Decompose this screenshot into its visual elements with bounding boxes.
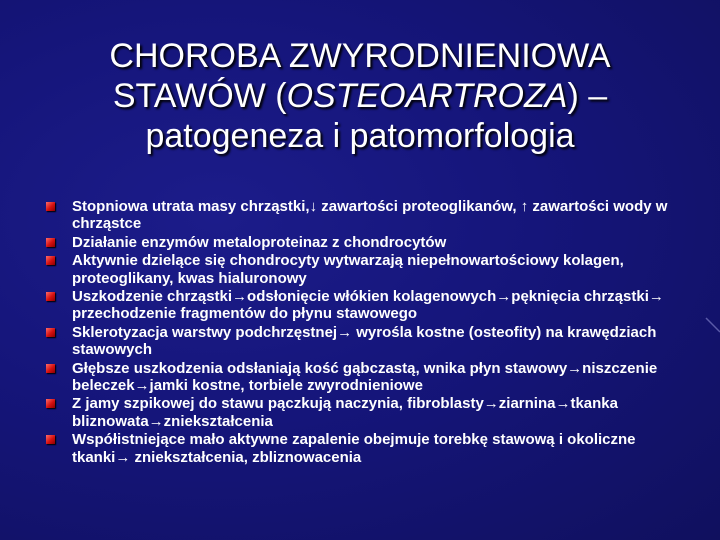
bullet-text: Z jamy szpikowej do stawu pączkują naczynia, fibroblasty→ziarnina→tkanka bliznowata→zniekształcenia <box>72 395 618 430</box>
square-bullet-icon <box>46 364 55 373</box>
bullet-text: Głębsze uszkodzenia odsłaniają kość gąbczastą, wnika płyn stawowy→niszczenie beleczek→jamki kostne, torbiele zwyrodnieniowe <box>72 359 658 395</box>
bullet-item <box>42 288 672 323</box>
bullet-item <box>42 234 672 251</box>
bullet-item <box>42 324 672 359</box>
bullet-text: Współistniejące mało aktywne zapalenie obejmuje torebkę stawową i okoliczne tkanki→ zniekształcenia, zbliznowacenia <box>72 431 636 466</box>
title-line-2-italic: OSTEOARTROZA <box>286 77 568 115</box>
square-bullet-icon <box>46 238 55 247</box>
bullet-list <box>42 198 672 467</box>
square-bullet-icon <box>46 202 55 211</box>
slide-title <box>40 36 680 156</box>
bullet-item <box>42 360 672 395</box>
bullet-item <box>42 431 672 466</box>
bullet-text: Aktywnie dzielące się chondrocyty wytwarzają niepełnowartościowy kolagen, proteoglikany, kwas hialuronowy <box>72 252 624 287</box>
title-line-3: patogeneza i patomorfologia <box>145 117 575 155</box>
title-line-2-suffix: ) – <box>567 77 608 115</box>
square-bullet-icon <box>46 328 55 337</box>
square-bullet-icon <box>46 399 55 408</box>
square-bullet-icon <box>46 256 55 265</box>
title-line-1: CHOROBA ZWYRODNIENIOWA <box>109 37 611 75</box>
bullet-item <box>42 395 672 430</box>
title-line-2-prefix: STAWÓW ( <box>112 77 287 115</box>
bullet-item <box>42 198 672 233</box>
title-line-2 <box>40 76 680 116</box>
bullet-text: Uszkodzenie chrząstki→odsłonięcie włókien kolagenowych→pęknięcia chrząstki→ przechodzenie fragmentów do płynu stawowego <box>72 288 664 323</box>
square-bullet-icon <box>46 435 55 444</box>
square-bullet-icon <box>46 292 55 301</box>
bullet-text: Stopniowa utrata masy chrząstki,↓ zawartości proteoglikanów, ↑ zawartości wody w chrząstce <box>72 198 668 233</box>
bullet-item <box>42 252 672 287</box>
bullet-text: Sklerotyzacja warstwy podchrzęstnej→ wyrośla kostne (osteofity) na krawędziach stawowych <box>72 323 657 359</box>
bullet-text: Działanie enzymów metaloproteinaz z chondrocytów <box>72 233 447 251</box>
